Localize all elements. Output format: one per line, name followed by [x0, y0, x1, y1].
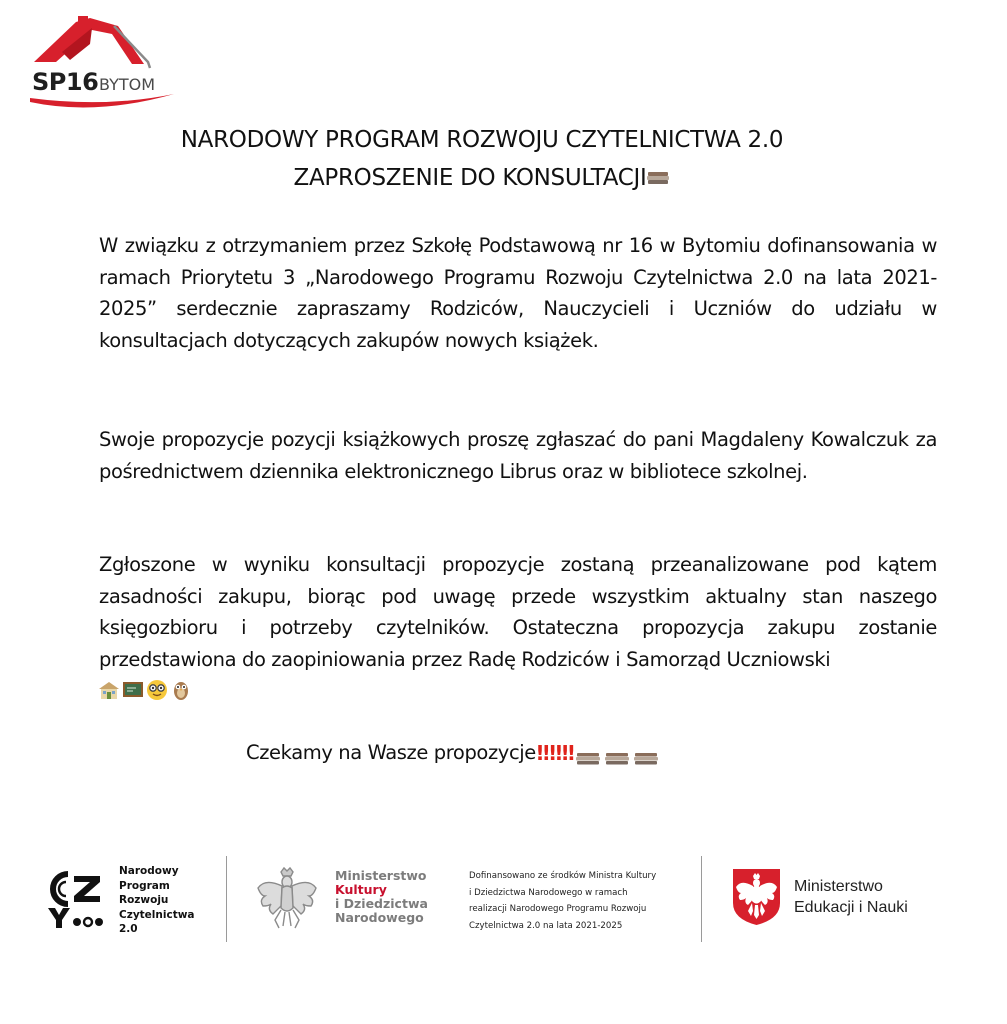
eagle-emblem-icon: [255, 866, 319, 932]
closing-text: Czekamy na Wasze propozycje: [246, 741, 536, 764]
ministry-education-line: Ministerstwo: [794, 878, 883, 895]
paragraph-consultation-result: Zgłoszone w wyniku konsultacji propozycje zostaną przeanalizowane pod kątem zasadności zakupu, biorąc pod uwagę przede wszystkim aktualny stan naszego księgozbioru i potrzeby czytelników. Ostateczna propozycja zakupu zostanie przedstawiona do zaopiniowania przez Radę Rodziców i Samorząd Uczniowski: [99, 553, 937, 671]
program-line: 2.0: [119, 923, 138, 936]
blackboard-icon: [122, 679, 144, 701]
page-subtitle: [0, 167, 964, 190]
books-icon: [604, 745, 630, 761]
double-exclamation-icon: ‼: [549, 741, 559, 765]
ministry-culture-line: Kultury: [335, 882, 387, 897]
ministry-education-line: Edukacji i Nauki: [794, 899, 908, 916]
program-line: Program: [119, 879, 170, 892]
program-line: Narodowy: [119, 865, 179, 877]
funding-notice: [469, 868, 684, 934]
double-exclamation-icon: ‼: [561, 741, 572, 765]
ministry-culture-line: Narodowego: [335, 910, 424, 925]
ministry-culture-line: Ministerstwo: [335, 868, 427, 883]
funding-line: Czytelnictwa 2.0 na lata 2021-2025: [469, 920, 623, 931]
polish-eagle-shield-icon: [731, 867, 782, 927]
footer-divider: [701, 856, 702, 942]
funding-line: Dofinansowano ze środków Ministra Kultury: [469, 871, 657, 881]
czytelnictwa-logo-icon: [46, 870, 104, 930]
page-title: NARODOWY PROGRAM ROZWOJU CZYTELNICTWA 2.0: [180, 127, 784, 153]
program-name: [119, 864, 195, 937]
owl-icon: [170, 679, 192, 701]
closing-marks: [537, 738, 659, 768]
school-logo: [26, 12, 176, 114]
funding-line: i Dziedzictwa Narodowego w ramach: [469, 887, 628, 898]
program-line: Rozwoju: [119, 894, 169, 907]
ministry-education-name: [794, 876, 908, 918]
nerd-face-icon: [146, 679, 168, 701]
books-icon: [575, 745, 601, 761]
page-subtitle-text: ZAPROSZENIE DO KONSULTACJI: [293, 165, 647, 191]
school-icon: [98, 679, 120, 701]
books-icon: [633, 745, 659, 761]
ministry-culture-name: [335, 869, 428, 925]
school-logo-city: BYTOM: [99, 75, 156, 94]
books-icon: [646, 168, 670, 184]
footer-divider: [226, 856, 227, 942]
program-line: Czytelnictwa: [119, 908, 195, 921]
ministry-culture-line: i Dziedzictwa: [335, 896, 428, 911]
paragraph-submission: Swoje propozycje pozycji książkowych proszę zgłaszać do pani Magdaleny Kowalczuk za pośrednictwem dziennika elektronicznego Librus oraz w bibliotece szkolnej.: [99, 428, 937, 483]
school-logo-sp: SP16: [32, 68, 99, 96]
house-roof-icon: [26, 12, 176, 114]
emoji-row: [98, 679, 192, 703]
paragraph-invitation: W związku z otrzymaniem przez Szkołę Podstawową nr 16 w Bytomiu dofinansowania w ramach Priorytetu 3 „Narodowego Programu Rozwoju Czytelnictwa 2.0 na lata 2021-2025” serdecznie zapraszamy Rodziców, Nauczycieli i Uczniów do udziału w konsultacjach dotyczących zakupów nowych książek.: [99, 234, 937, 352]
sponsor-footer: [0, 850, 1007, 950]
double-exclamation-icon: ‼: [536, 741, 547, 765]
funding-line: realizacji Narodowego Programu Rozwoju: [469, 904, 647, 914]
closing-line: [246, 738, 659, 768]
